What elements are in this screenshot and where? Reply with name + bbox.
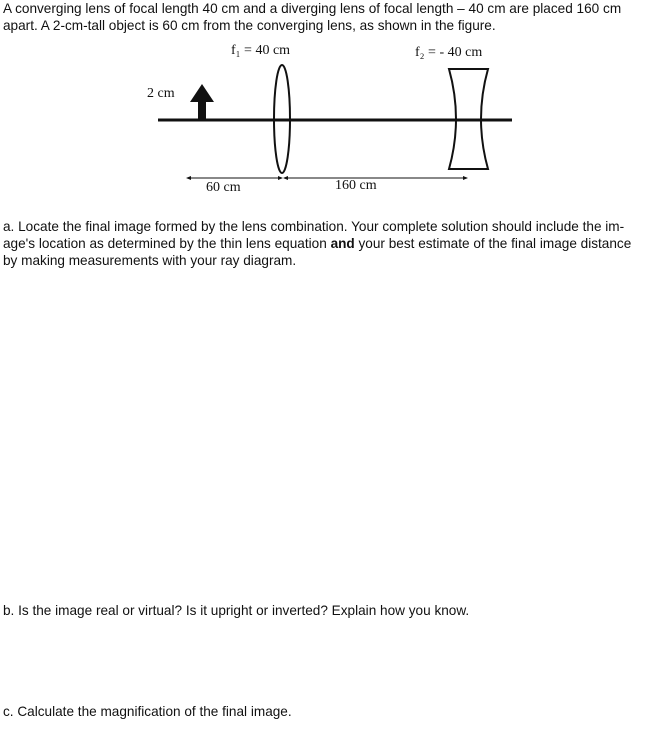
question-a-line-2-start: age's location as determined by the thin lens equation	[3, 236, 331, 251]
question-a-line-3: by making measurements with your ray diagram.	[3, 253, 297, 268]
f1-label: f₁ = 40 cm	[231, 43, 291, 58]
lens-separation-label: 160 cm	[335, 178, 377, 193]
question-a-emphasis: and	[330, 236, 355, 251]
object-arrow	[190, 84, 214, 120]
problem-intro-line-1: A converging lens of focal length 40 cm and a diverging lens of focal length – 40 cm are placed 160 cm	[3, 1, 622, 16]
lens-diagram	[0, 38, 658, 198]
f2-label: f₂ = - 40 cm	[415, 45, 483, 60]
question-c: c. Calculate the magnification of the final image.	[3, 704, 292, 719]
question-a-line-1: a. Locate the final image formed by the lens combination. Your complete solution should include the im-	[3, 219, 625, 234]
lens-diagram-svg	[0, 38, 658, 198]
question-a-line-2-end: your best estimate of the final image distance	[354, 236, 632, 251]
object-distance-label: 60 cm	[206, 180, 241, 195]
problem-intro-line-2: apart. A 2-cm-tall object is 60 cm from the converging lens, as shown in the figure.	[3, 18, 496, 33]
object-height-label: 2 cm	[147, 86, 175, 101]
question-b: b. Is the image real or virtual? Is it upright or inverted? Explain how you know.	[3, 603, 470, 618]
question-a	[3, 218, 653, 269]
problem-statement	[3, 0, 653, 34]
